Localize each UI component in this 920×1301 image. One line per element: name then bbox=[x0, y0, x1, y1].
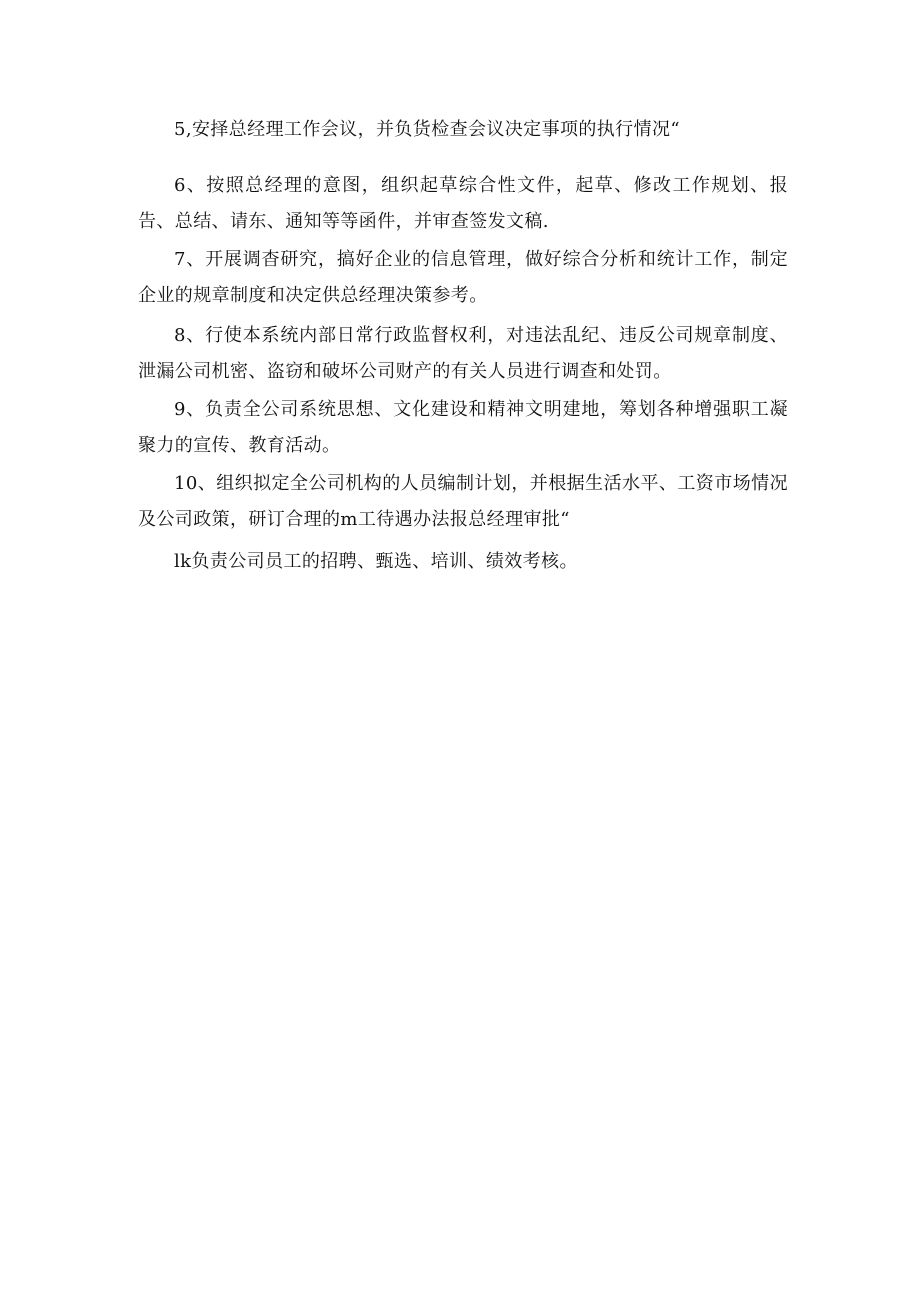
document-body bbox=[138, 112, 788, 580]
paragraph-item-7: 7、开展调杳研究，搞好企业的信息管理，做好综合分析和统计工作，制定企业的规章制度和决定供总经理决策参考。 bbox=[138, 249, 788, 306]
paragraph-item-8: 8、行使本系统内部日常行政监督权利，对违法乱纪、违反公司规章制度、泄漏公司机密、盗窃和破坏公司财产的有关人员进行调查和处罚。 bbox=[138, 325, 788, 382]
paragraph-item-9: 9、负责全公司系统思想、文化建设和精神文明建地，筹划各种增强职工凝聚力的宣传、教育活动。 bbox=[138, 399, 788, 456]
paragraph-item-5: 5,安择总经理工作会议，并负货检查会议决定事项的执行情况“ bbox=[174, 119, 680, 140]
paragraph-item-6: 6、按照总经理的意图，组织起草综合性文件，起草、修改工作规划、报告、总结、请东、通知等等函件，并审查签发文稿. bbox=[138, 175, 788, 232]
paragraph-item-11: lk负责公司员工的招聘、甄选、培训、绩效考核。 bbox=[174, 551, 578, 572]
paragraph-item-10: 10、组织拟定全公司机构的人员编制计划，并根据生活水平、工资市场情况及公司政策，研订合理的m工待遇办法报总经理审批“ bbox=[138, 473, 788, 530]
